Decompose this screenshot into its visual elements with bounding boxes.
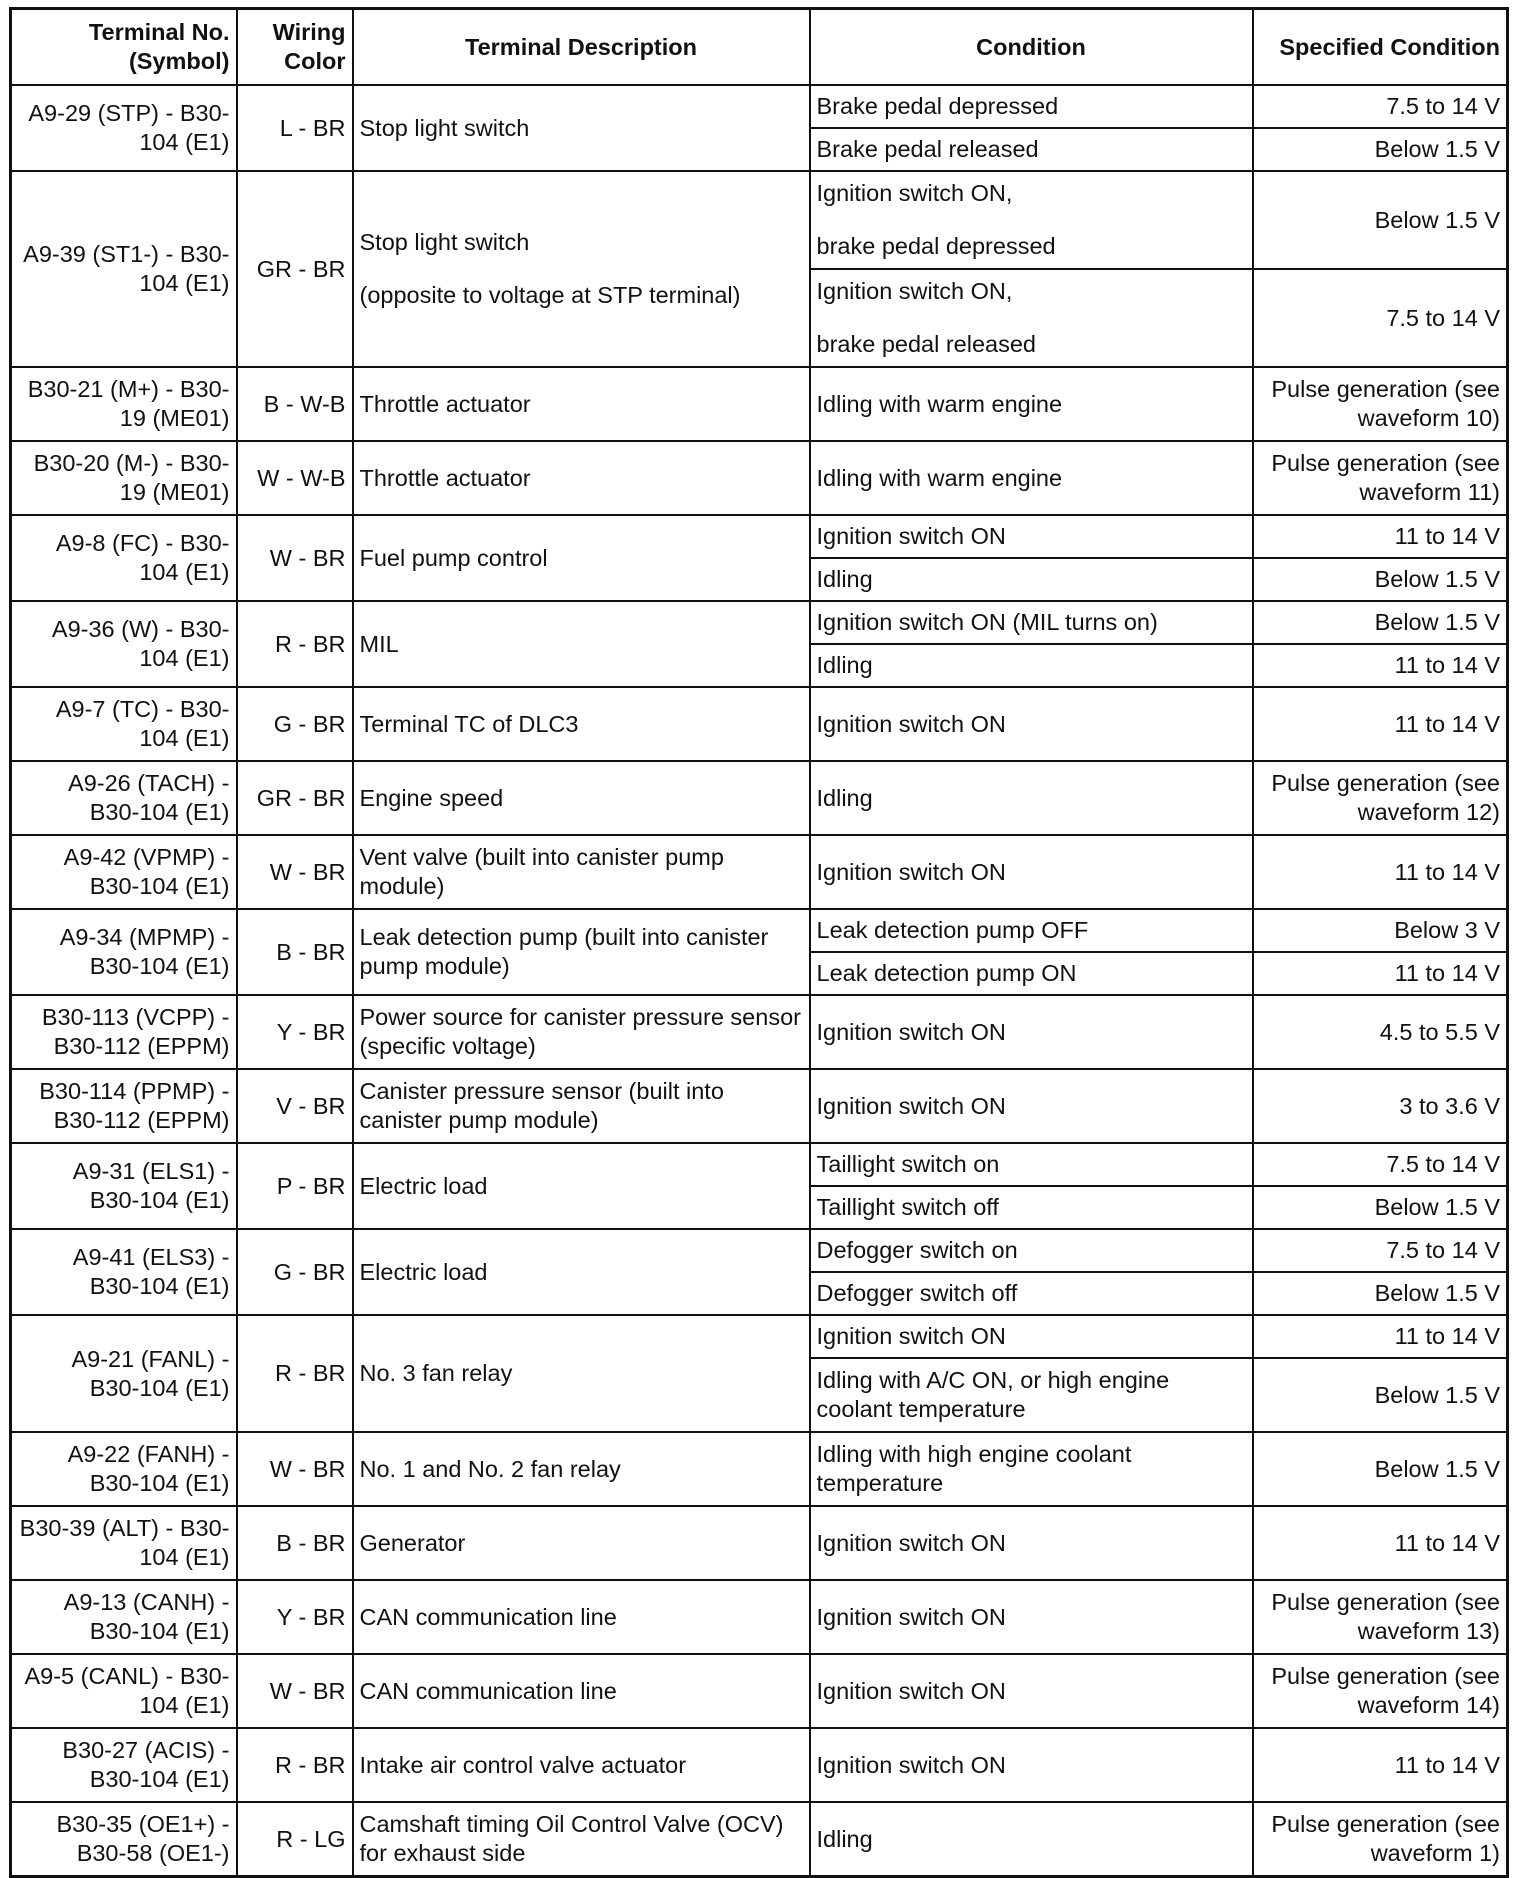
condition-cell: Ignition switch ON [810,515,1253,558]
spec-cell: 3 to 3.6 V [1253,1069,1508,1143]
spec-cell: Below 1.5 V [1253,1432,1508,1506]
wiring-cell: V - BR [237,1069,353,1143]
condition-line: Ignition switch ON, [816,180,1013,206]
spec-cell: 11 to 14 V [1253,952,1508,995]
terminal-cell: A9-42 (VPMP) - B30-104 (E1) [11,835,237,909]
table-row [11,1229,1508,1272]
table-row [11,1069,1508,1143]
description-cell: Throttle actuator [353,441,810,515]
terminal-cell: B30-113 (VCPP) - B30-112 (EPPM) [11,995,237,1069]
condition-cell: Ignition switch ON [810,995,1253,1069]
wiring-cell: G - BR [237,687,353,761]
table-row [11,171,1508,269]
condition-cell [810,269,1253,367]
wiring-cell: L - BR [237,85,353,171]
header-wiring-color: Wiring Color [237,9,353,86]
spec-cell: 7.5 to 14 V [1253,1229,1508,1272]
table-row [11,1728,1508,1802]
condition-cell: Taillight switch off [810,1186,1253,1229]
spec-cell: Pulse generation (see waveform 14) [1253,1654,1508,1728]
spec-cell: Below 1.5 V [1253,1358,1508,1432]
description-cell: No. 3 fan relay [353,1315,810,1432]
description-cell: Power source for canister pressure sensor (specific voltage) [353,995,810,1069]
table-row [11,1315,1508,1358]
condition-cell: Ignition switch ON (MIL turns on) [810,601,1253,644]
terminal-cell: B30-39 (ALT) - B30-104 (E1) [11,1506,237,1580]
terminal-cell: A9-26 (TACH) - B30-104 (E1) [11,761,237,835]
description-cell: Throttle actuator [353,367,810,441]
wiring-cell: W - BR [237,1432,353,1506]
condition-cell: Leak detection pump ON [810,952,1253,995]
description-cell: Vent valve (built into canister pump module) [353,835,810,909]
table-row [11,85,1508,128]
spec-cell: 11 to 14 V [1253,835,1508,909]
wiring-cell: W - BR [237,835,353,909]
header-terminal-description: Terminal Description [353,9,810,86]
condition-line: brake pedal depressed [816,233,1056,259]
wiring-cell: B - W-B [237,367,353,441]
condition-cell: Idling with A/C ON, or high engine coolant temperature [810,1358,1253,1432]
spec-cell: 7.5 to 14 V [1253,1143,1508,1186]
condition-cell: Idling with warm engine [810,441,1253,515]
spec-table-container [9,7,1506,1878]
terminal-cell: A9-41 (ELS3) - B30-104 (E1) [11,1229,237,1315]
header-condition: Condition [810,9,1253,86]
spec-cell: 4.5 to 5.5 V [1253,995,1508,1069]
table-row [11,687,1508,761]
wiring-cell: R - LG [237,1802,353,1877]
wiring-cell: B - BR [237,1506,353,1580]
terminal-cell: A9-29 (STP) - B30-104 (E1) [11,85,237,171]
terminal-cell: B30-27 (ACIS) - B30-104 (E1) [11,1728,237,1802]
description-cell: Fuel pump control [353,515,810,601]
header-terminal: Terminal No. (Symbol) [11,9,237,86]
table-row [11,1143,1508,1186]
condition-cell: Idling [810,644,1253,687]
description-line: (opposite to voltage at STP terminal) [359,282,741,308]
spec-cell: Below 1.5 V [1253,128,1508,171]
spec-cell: Pulse generation (see waveform 13) [1253,1580,1508,1654]
condition-cell: Ignition switch ON [810,1728,1253,1802]
condition-cell: Defogger switch off [810,1272,1253,1315]
condition-cell: Idling with warm engine [810,367,1253,441]
condition-cell: Idling [810,1802,1253,1877]
description-cell: CAN communication line [353,1654,810,1728]
wiring-cell: GR - BR [237,761,353,835]
table-row [11,515,1508,558]
condition-cell: Brake pedal released [810,128,1253,171]
terminal-cell: B30-20 (M-) - B30-19 (ME01) [11,441,237,515]
table-row [11,441,1508,515]
table-row [11,1580,1508,1654]
wiring-cell: W - W-B [237,441,353,515]
wiring-cell: W - BR [237,515,353,601]
description-cell: Leak detection pump (built into canister pump module) [353,909,810,995]
wiring-cell: G - BR [237,1229,353,1315]
spec-cell: 11 to 14 V [1253,515,1508,558]
wiring-cell: GR - BR [237,171,353,367]
condition-cell: Ignition switch ON [810,1069,1253,1143]
condition-cell [810,171,1253,269]
wiring-cell: R - BR [237,601,353,687]
wiring-cell: Y - BR [237,995,353,1069]
terminal-cell: A9-31 (ELS1) - B30-104 (E1) [11,1143,237,1229]
table-row [11,1802,1508,1877]
description-cell [353,171,810,367]
terminal-cell: B30-21 (M+) - B30-19 (ME01) [11,367,237,441]
wiring-cell: B - BR [237,909,353,995]
wiring-cell: Y - BR [237,1580,353,1654]
terminal-cell: A9-36 (W) - B30-104 (E1) [11,601,237,687]
description-cell: Camshaft timing Oil Control Valve (OCV) for exhaust side [353,1802,810,1877]
condition-cell: Brake pedal depressed [810,85,1253,128]
wiring-cell: P - BR [237,1143,353,1229]
table-row [11,601,1508,644]
description-cell: Intake air control valve actuator [353,1728,810,1802]
description-cell: MIL [353,601,810,687]
condition-cell: Idling [810,761,1253,835]
description-cell: Stop light switch [353,85,810,171]
description-cell: Terminal TC of DLC3 [353,687,810,761]
description-cell: Engine speed [353,761,810,835]
terminal-cell: A9-8 (FC) - B30-104 (E1) [11,515,237,601]
terminal-cell: A9-22 (FANH) - B30-104 (E1) [11,1432,237,1506]
spec-cell: 7.5 to 14 V [1253,85,1508,128]
header-specified-condition: Specified Condition [1253,9,1508,86]
description-cell: Electric load [353,1229,810,1315]
table-row [11,835,1508,909]
spec-cell: Below 3 V [1253,909,1508,952]
spec-cell: 11 to 14 V [1253,1315,1508,1358]
table-row [11,1432,1508,1506]
description-cell: Electric load [353,1143,810,1229]
terminal-cell: A9-5 (CANL) - B30-104 (E1) [11,1654,237,1728]
spec-cell: Below 1.5 V [1253,558,1508,601]
description-cell: Canister pressure sensor (built into canister pump module) [353,1069,810,1143]
terminal-cell: B30-114 (PPMP) - B30-112 (EPPM) [11,1069,237,1143]
condition-line: brake pedal released [816,331,1036,357]
spec-cell: Below 1.5 V [1253,601,1508,644]
spec-cell: 11 to 14 V [1253,1728,1508,1802]
terminal-cell: A9-13 (CANH) - B30-104 (E1) [11,1580,237,1654]
terminal-cell: A9-7 (TC) - B30-104 (E1) [11,687,237,761]
condition-cell: Idling [810,558,1253,601]
table-row [11,1654,1508,1728]
spec-cell: Below 1.5 V [1253,171,1508,269]
spec-cell: Below 1.5 V [1253,1186,1508,1229]
table-row [11,995,1508,1069]
description-cell: Generator [353,1506,810,1580]
spec-cell: Below 1.5 V [1253,1272,1508,1315]
spec-cell: 11 to 14 V [1253,1506,1508,1580]
description-cell: CAN communication line [353,1580,810,1654]
wiring-cell: R - BR [237,1728,353,1802]
condition-cell: Ignition switch ON [810,1315,1253,1358]
condition-cell: Ignition switch ON [810,1506,1253,1580]
terminal-cell: A9-34 (MPMP) - B30-104 (E1) [11,909,237,995]
spec-cell: 7.5 to 14 V [1253,269,1508,367]
wiring-cell: W - BR [237,1654,353,1728]
spec-cell: Pulse generation (see waveform 1) [1253,1802,1508,1877]
table-row [11,909,1508,952]
table-row [11,761,1508,835]
terminal-cell: A9-39 (ST1-) - B30-104 (E1) [11,171,237,367]
spec-cell: 11 to 14 V [1253,687,1508,761]
description-line: Stop light switch [359,229,530,255]
description-cell: No. 1 and No. 2 fan relay [353,1432,810,1506]
spec-cell: Pulse generation (see waveform 12) [1253,761,1508,835]
terminal-cell: A9-21 (FANL) - B30-104 (E1) [11,1315,237,1432]
spec-cell: 11 to 14 V [1253,644,1508,687]
terminal-spec-table [9,7,1509,1878]
table-row [11,1506,1508,1580]
condition-cell: Ignition switch ON [810,835,1253,909]
spec-cell: Pulse generation (see waveform 10) [1253,367,1508,441]
condition-cell: Idling with high engine coolant temperature [810,1432,1253,1506]
table-row [11,367,1508,441]
wiring-cell: R - BR [237,1315,353,1432]
condition-cell: Taillight switch on [810,1143,1253,1186]
terminal-cell: B30-35 (OE1+) - B30-58 (OE1-) [11,1802,237,1877]
condition-cell: Defogger switch on [810,1229,1253,1272]
condition-cell: Leak detection pump OFF [810,909,1253,952]
table-header-row [11,9,1508,86]
spec-cell: Pulse generation (see waveform 11) [1253,441,1508,515]
condition-line: Ignition switch ON, [816,278,1013,304]
condition-cell: Ignition switch ON [810,1654,1253,1728]
condition-cell: Ignition switch ON [810,1580,1253,1654]
condition-cell: Ignition switch ON [810,687,1253,761]
